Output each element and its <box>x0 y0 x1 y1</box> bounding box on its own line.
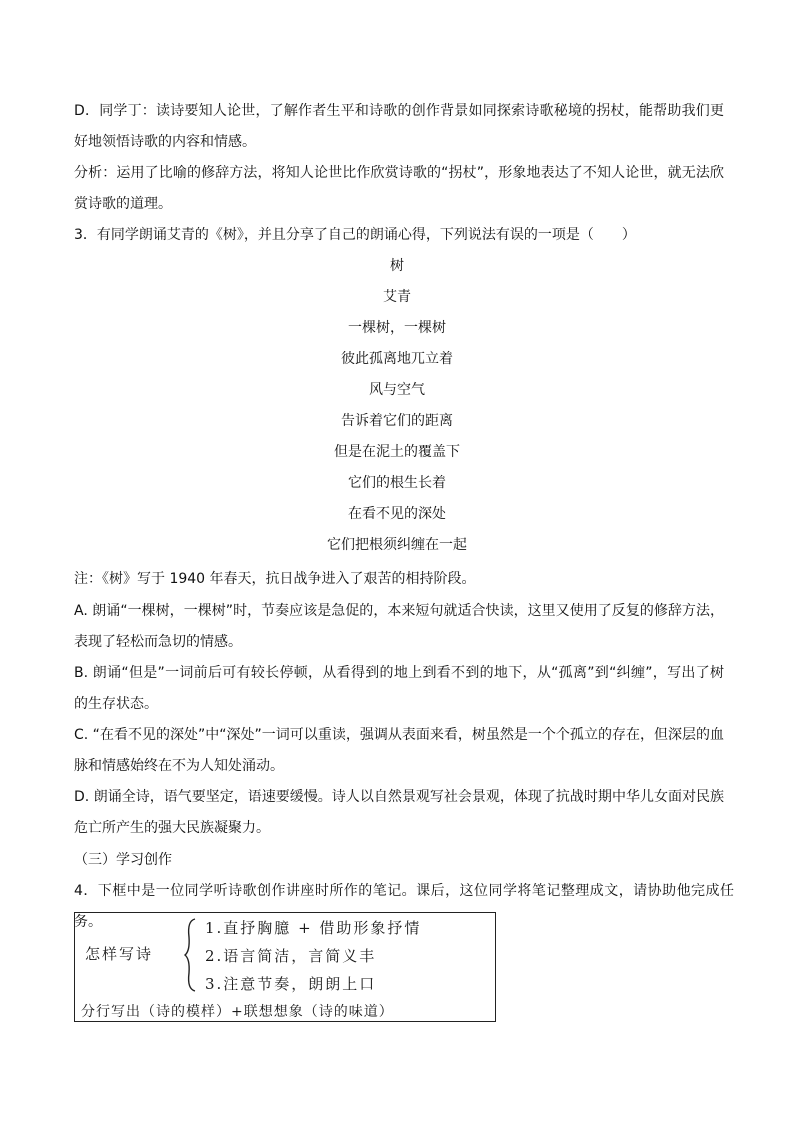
poem-line: 告诉着它们的距离 <box>341 413 453 429</box>
note-item: 2.语言简洁，言简义丰 <box>205 947 377 965</box>
option-d: D. 朗诵全诗，语气要坚定，语速要缓慢。诗人以自然景观写社会景观，体现了抗战时期中华儿女面对民族危亡所产生的强大民族凝聚力。 <box>74 789 724 836</box>
poem-author: 艾青 <box>383 289 411 305</box>
option-a: A. 朗诵“一棵树，一棵树”时，节奏应该是急促的，本来短句就适合快读，这里又使用了反复的修辞方法，表现了轻松而急切的情感。 <box>74 603 724 650</box>
poem-note: 注：《树》写于 1940 年春天，抗日战争进入了艰苦的相持阶段。 <box>74 571 476 587</box>
analysis-paragraph: 分析：运用了比喻的修辞方法，将知人论世比作欣赏诗歌的“拐杖”，形象地表达了不知人论世，就无法欣赏诗歌的道理。 <box>74 165 724 212</box>
note-item: 3.注意节奏，朗朗上口 <box>205 975 377 993</box>
poem-block <box>0 251 794 561</box>
note-footer: 分行写出（诗的模样）+联想想象（诗的味道） <box>81 1004 394 1020</box>
poem-line: 在看不见的深处 <box>348 506 446 522</box>
note-item: 1.直抒胸臆 + 借助形象抒情 <box>205 919 422 937</box>
question-4: 4．下框中是一位同学听诗歌创作讲座时所作的笔记。课后，这位同学将笔记整理成文，请协助他完成任务。 <box>74 883 734 930</box>
option-c: C. “在看不见的深处”中“深处”一词可以重读，强调从表面来看，树虽然是一个个孤立的存在，但深层的血脉和情感始终在不为人知处涌动。 <box>74 727 724 774</box>
poem-line: 彼此孤离地兀立着 <box>341 351 453 367</box>
section-heading: （三）学习创作 <box>74 852 172 868</box>
brace-icon <box>183 917 197 993</box>
note-heading: 怎样写诗 <box>85 945 154 963</box>
poem-line: 它们的根生长着 <box>348 475 446 491</box>
poem-line: 一棵树，一棵树 <box>348 320 446 336</box>
option-b: B. 朗诵“但是”一词前后可有较长停顿，从看得到的地上到看不到的地下，从“孤离”到“纠缠”，写出了树的生存状态。 <box>74 665 724 712</box>
question-3: 3．有同学朗诵艾青的《树》，并且分享了自己的朗诵心得，下列说法有误的一项是（ ） <box>74 227 636 243</box>
option-d-student-paragraph: D．同学丁：读诗要知人论世，了解作者生平和诗歌的创作背景如同探索诗歌秘境的拐杖，能帮助我们更好地领悟诗歌的内容和情感。 <box>74 103 724 150</box>
poem-line: 它们把根须纠缠在一起 <box>327 537 467 553</box>
poem-line: 风与空气 <box>369 382 425 398</box>
poem-title: 树 <box>390 258 404 274</box>
poem-line: 但是在泥土的覆盖下 <box>334 444 460 460</box>
handwritten-note-box <box>74 912 496 1022</box>
